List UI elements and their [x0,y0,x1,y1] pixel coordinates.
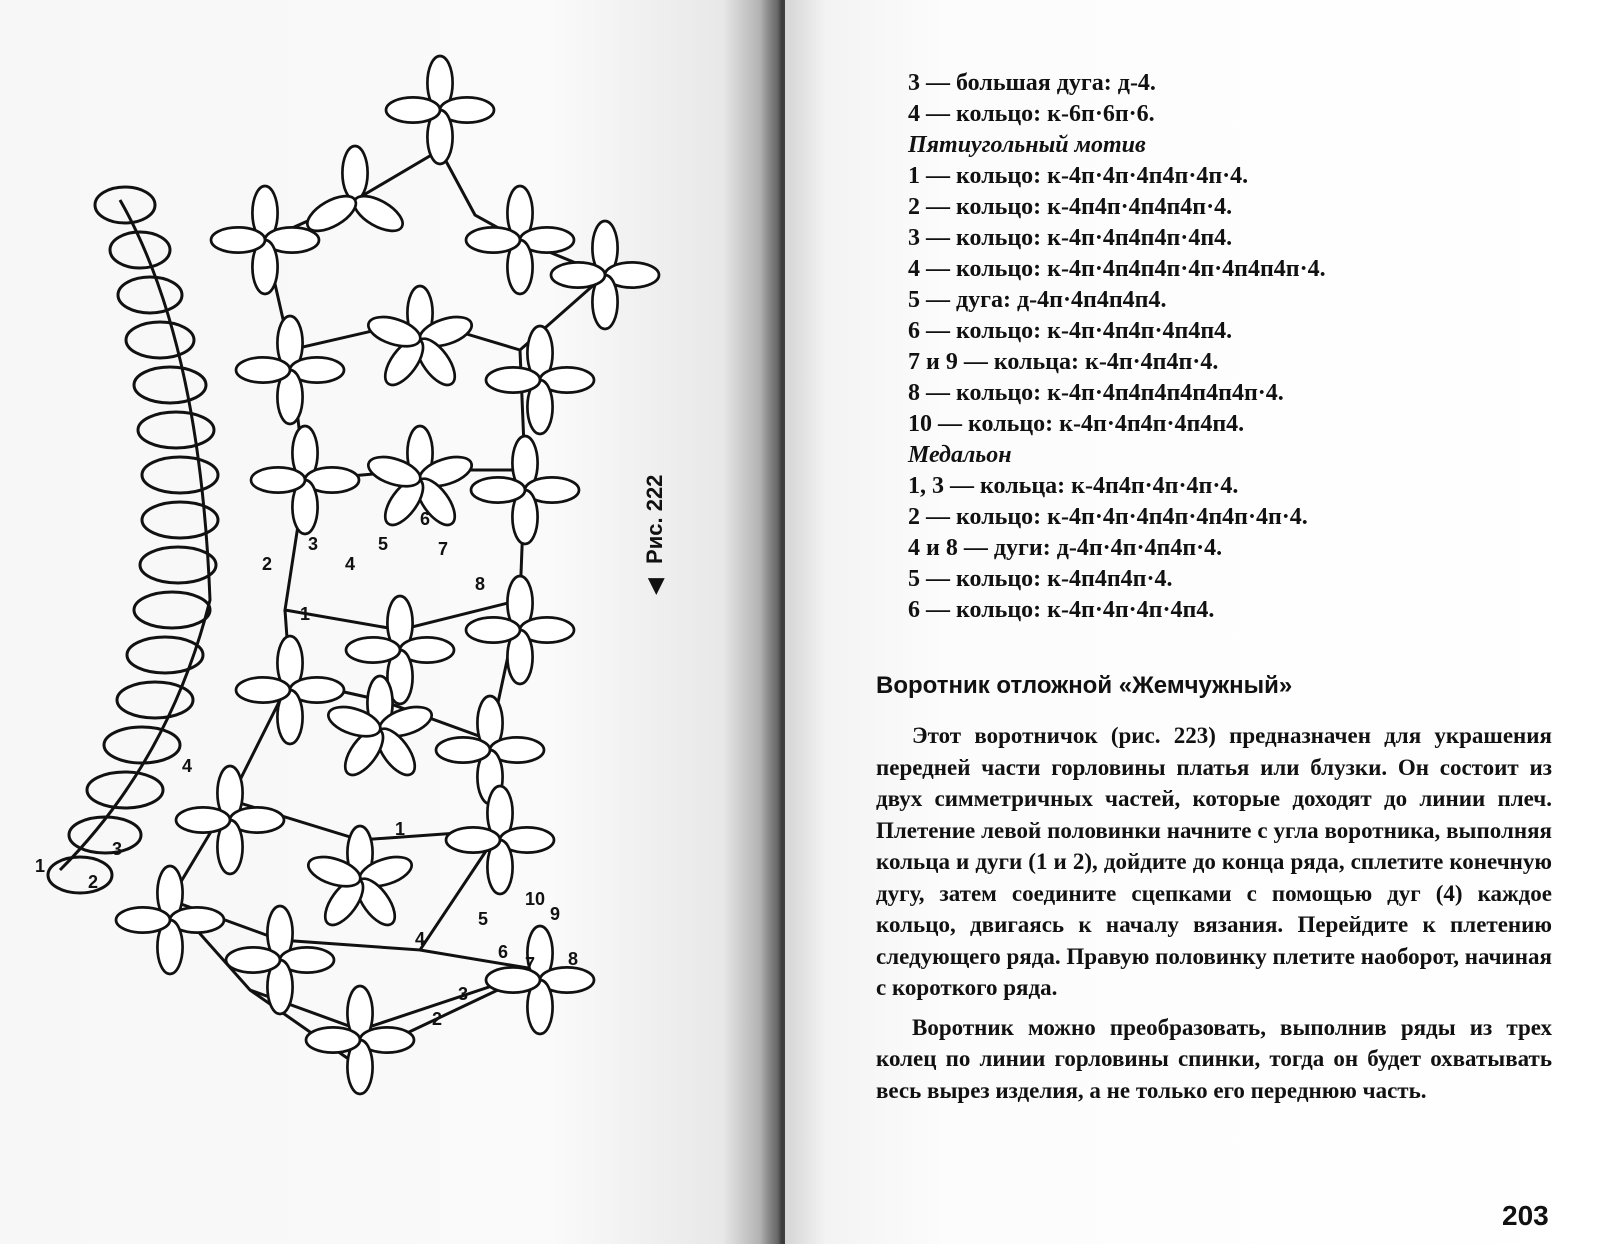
instruction-line: 1, 3 — кольца: к-4п4п·4п·4п·4. [908,473,1239,499]
diagram-label: 9 [550,904,561,924]
instruction-line: 8 — кольцо: к-4п·4п4п4п4п4п4п·4. [908,380,1284,406]
diagram-label: 2 [262,554,273,574]
paragraph: Этот воротничок (рис. 223) предназначен для украшения передней части горловины платья или блузки. Он состоит из двух симметричных частей, которые доходят до линии плеч. Плетение левой половинки начните с угла воротника, выполняя кольца и дуги (1 и 2), дойдите до конца ряда, сплетите конечную дугу, затем соедините сцепками с помощью дуг (4) каждое кольцо, двигаясь к началу вязания. Перейдите к плетению следующего ряда. Правую половинку плетите наоборот, начиная с короткого ряда. [876,723,1552,1000]
instruction-line: 5 — кольцо: к-4п4п4п·4. [908,566,1173,592]
diagram-label: 2 [88,872,99,892]
instruction-line: 3 — кольцо: к-4п·4п4п4п·4п4. [908,225,1233,251]
diagram-label: 6 [420,509,431,529]
instruction-line: 4 и 8 — дуги: д-4п·4п·4п4п·4. [908,535,1223,561]
diagram-label: 1 [35,856,46,876]
tatting-diagram [0,40,760,1240]
diagram-label: 8 [568,949,579,969]
diagram-label: 8 [475,574,486,594]
diagram-label: 3 [458,984,469,1004]
diagram-label: 5 [378,534,389,554]
spiral-edging [48,187,218,893]
figure-caption [642,475,668,595]
flower-motifs [116,56,659,1094]
instruction-line: 6 — кольцо: к-4п·4п4п·4п4п4. [908,318,1233,344]
instruction-line: 2 — кольцо: к-4п4п·4п4п4п·4. [908,194,1233,220]
instruction-line: 2 — кольцо: к-4п·4п·4п4п·4п4п·4п·4. [908,504,1308,530]
diagram-label: 2 [432,1009,443,1029]
subsection-heading: Медальон [908,442,1012,468]
instruction-line: 4 — кольцо: к-6п·6п·6. [908,101,1155,127]
tatting-instructions [908,68,1326,626]
diagram-label: 1 [395,819,406,839]
page-number: 203 [1502,1200,1549,1231]
subsection-heading: Пятиугольный мотив [908,132,1146,158]
diagram-label: 6 [498,942,509,962]
instruction-line: 10 — кольцо: к-4п·4п4п·4п4п4. [908,411,1245,437]
left-page [0,0,785,1244]
diagram-label: 7 [525,954,536,974]
diagram-label: 4 [182,756,193,776]
instruction-line: 7 и 9 — кольца: к-4п·4п4п·4. [908,349,1219,375]
diagram-label: 4 [415,929,426,949]
diagram-label: 5 [478,909,489,929]
section-title: Воротник отложной «Жемчужный» [876,672,1293,699]
figure-caption-text: Рис. 222 [642,474,667,564]
diagram-label: 7 [438,539,449,559]
diagram-label: 10 [525,889,546,909]
instruction-line: 4 — кольцо: к-4п·4п4п4п·4п·4п4п4п·4. [908,256,1326,282]
instruction-line: 6 — кольцо: к-4п·4п·4п·4п4. [908,597,1215,623]
diagram-label: 3 [112,839,123,859]
paragraph: Воротник можно преобразовать, выполнив ряды из трех колец по линии горловины спинки, тогда он будет охватывать весь вырез изделия, а не только его переднюю часть. [876,1014,1552,1103]
diagram-label: 1 [300,604,311,624]
triangle-pointer-icon: ◀ [642,578,667,595]
diagram-label: 4 [345,554,356,574]
diagram-label: 3 [308,534,319,554]
instruction-line: 3 — большая дуга: д-4. [908,70,1156,96]
instruction-line: 1 — кольцо: к-4п·4п·4п4п·4п·4. [908,163,1249,189]
body-text [876,720,1552,1114]
instruction-line: 5 — дуга: д-4п·4п4п4п4. [908,287,1167,313]
